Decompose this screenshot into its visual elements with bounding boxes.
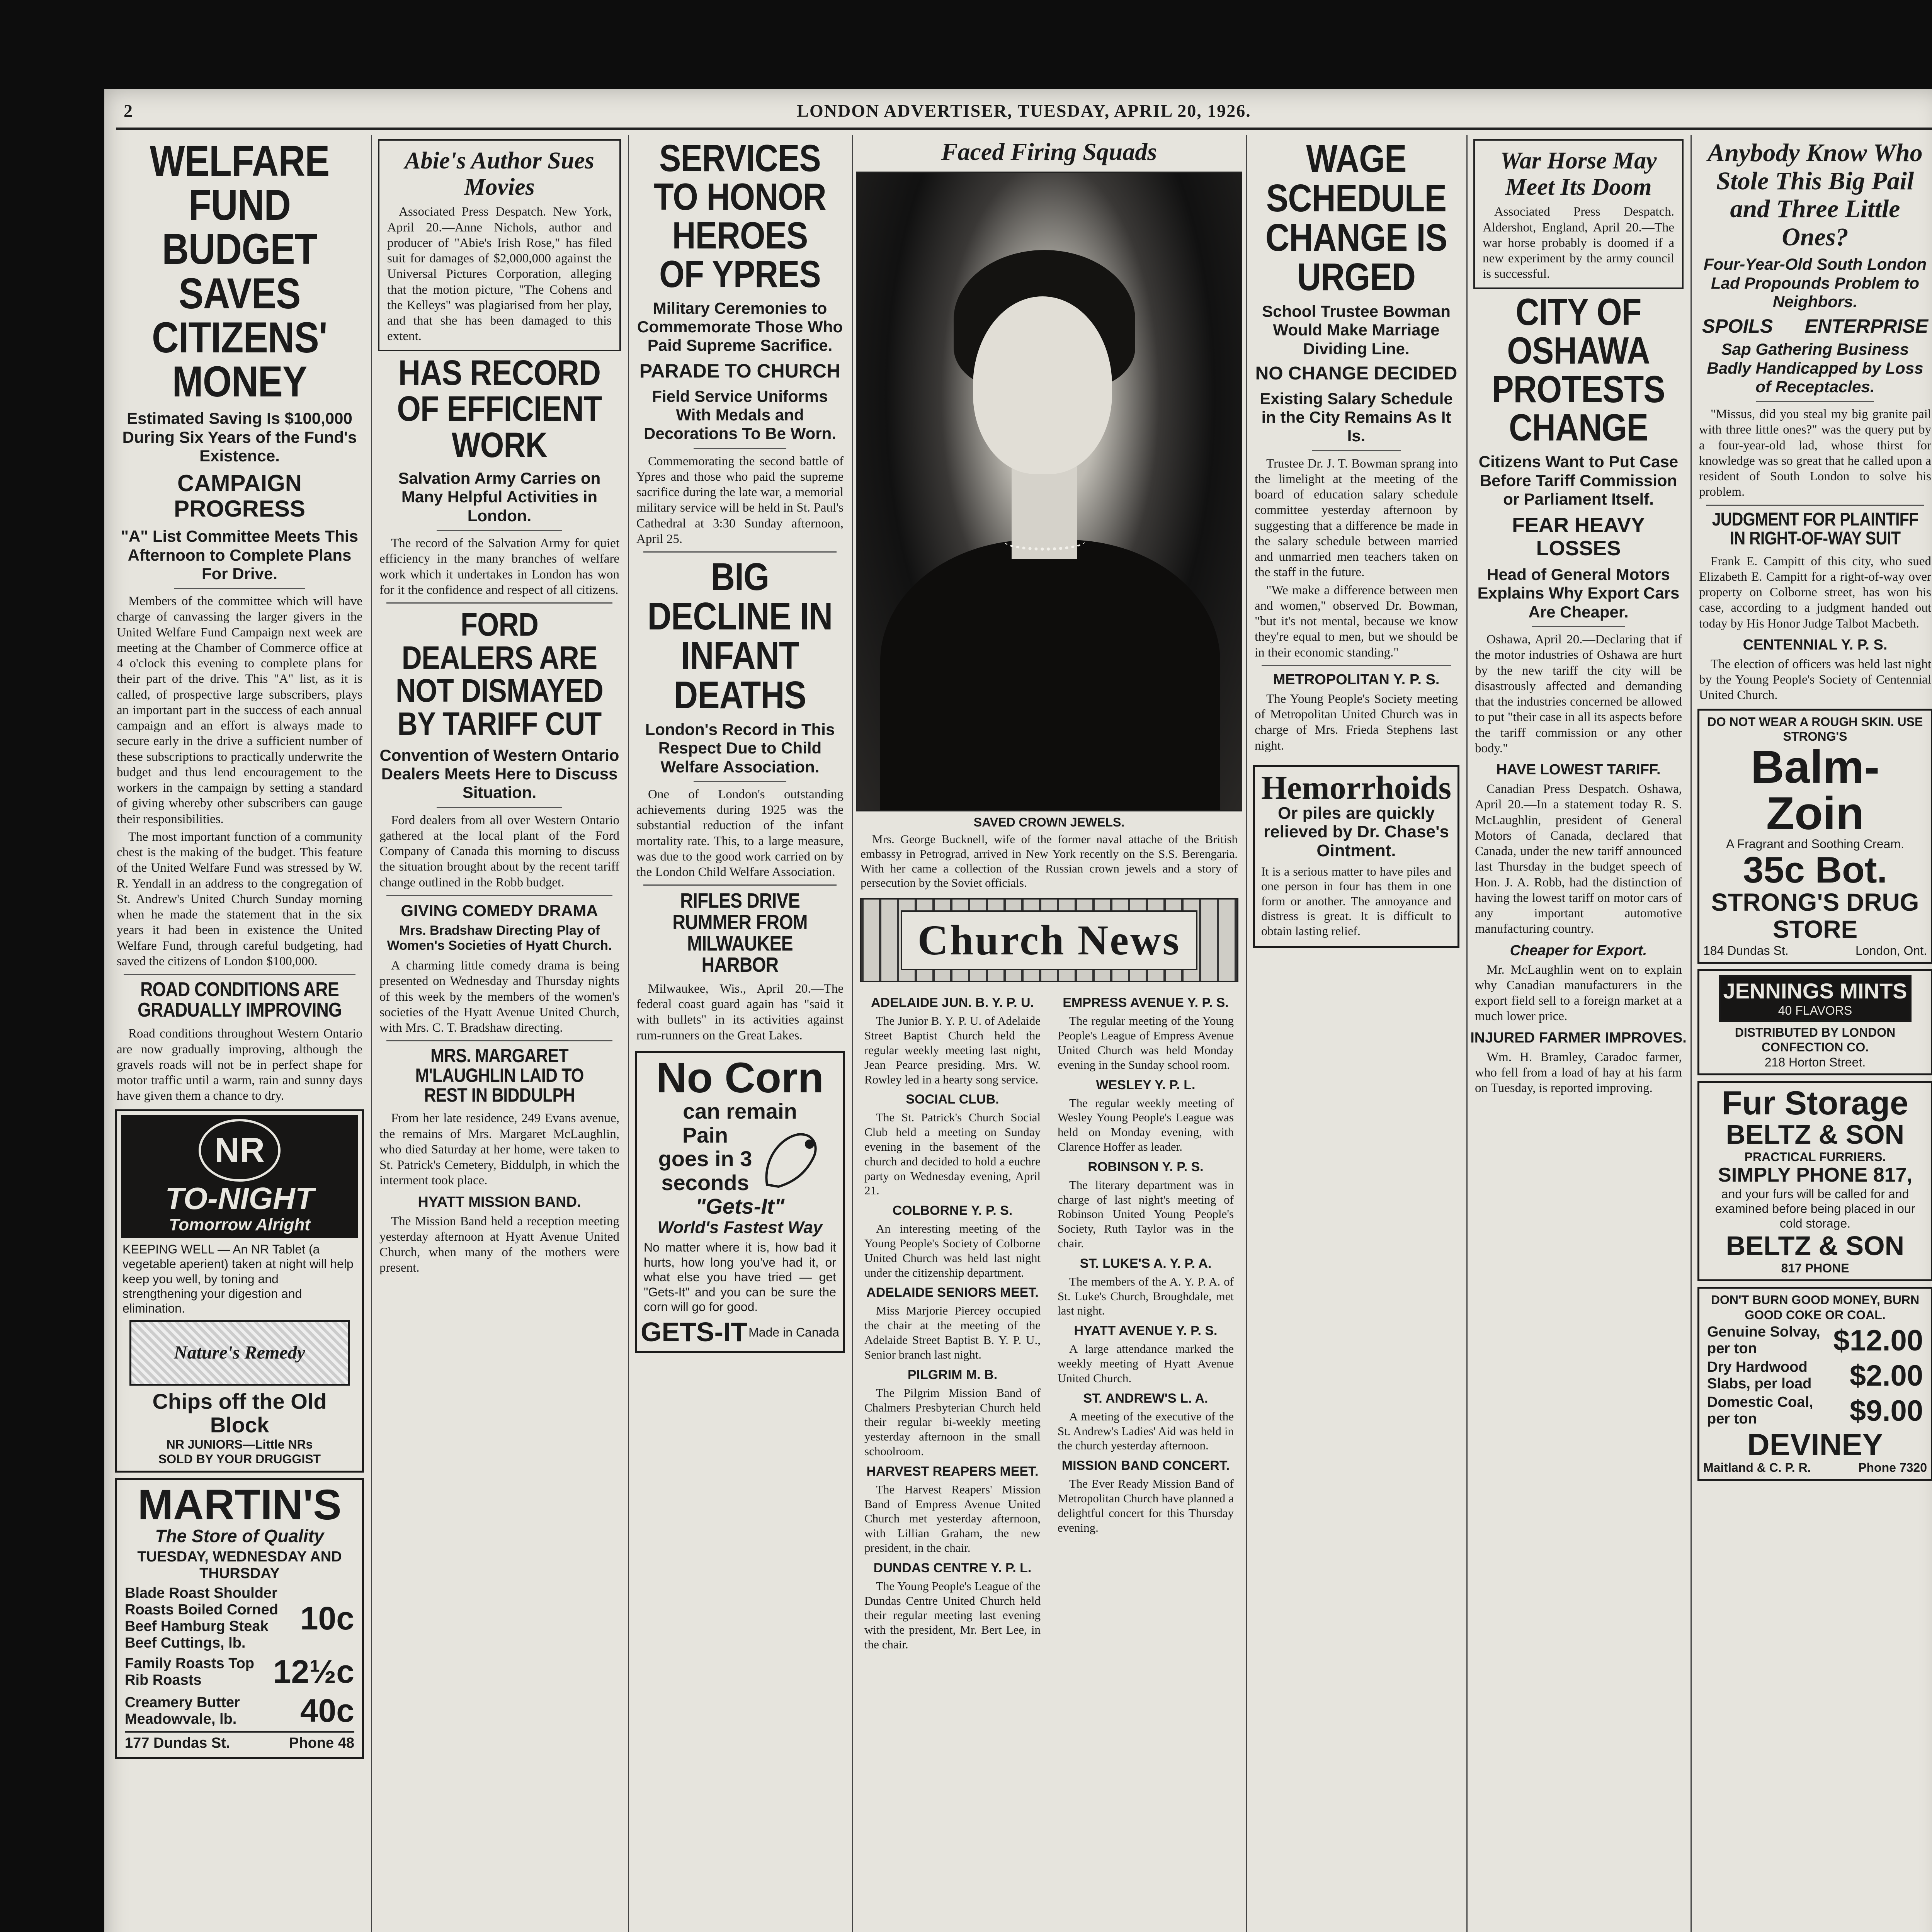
martins-items-3: Creamery Butter Meadowvale, lb.	[125, 1694, 240, 1727]
mclaughlin-body: From her late residence, 249 Evans avenue, the remains of Mrs. Margaret McLaughlin, who died Saturday at her home, were taken to St. Patrick's Cemetery, Biddulph, in which the interment took place.	[379, 1111, 619, 1188]
column-1	[112, 135, 367, 1932]
balm-warn: DO NOT WEAR A ROUGH SKIN. USE STRONG'S	[1707, 714, 1923, 743]
coal-addr: Maitland & C. P. R.	[1703, 1460, 1811, 1475]
column-rule	[852, 135, 853, 1932]
road-headline: ROAD CONDITIONS ARE GRADUALLY IMPROVING	[138, 978, 342, 1022]
gets-it-ad	[635, 1051, 845, 1353]
church-news-columns	[856, 990, 1242, 1654]
cn-head-13: MISSION BAND CONCERT.	[1061, 1458, 1230, 1473]
pail-body: "Missus, did you steal my big granite pail with three little ones?" was the query put by a four-year-old lad, whose thirst for knowledge was so great that he called upon a resident of South London to solve his problem.	[1699, 407, 1931, 499]
martins-row-1	[125, 1585, 354, 1651]
jennings-label	[1719, 975, 1912, 1022]
divider	[1706, 505, 1924, 506]
martins-footer	[125, 1731, 354, 1752]
martins-price-2: 12½c	[273, 1653, 354, 1690]
column-rule	[1466, 135, 1468, 1932]
martins-name: MARTIN'S	[138, 1481, 342, 1529]
abie-box	[378, 139, 621, 351]
martins-items-2: Family Roasts Top Rib Roasts	[125, 1655, 255, 1688]
martins-days: TUESDAY, WEDNESDAY AND THURSDAY	[137, 1549, 342, 1582]
corn-fastest: World's Fastest Way	[657, 1218, 823, 1237]
fur-body: and your furs will be called for and examined before being placed in our cold storage.	[1715, 1187, 1915, 1231]
record-headline: HAS RECORD OF EFFICIENT WORK	[397, 353, 602, 465]
drama-deck: Mrs. Bradshaw Directing Play of Women's Societies of Hyatt Church.	[387, 923, 612, 953]
faced-headline: Faced Firing Squads	[941, 138, 1157, 165]
decline-body: One of London's outstanding achievements during 1925 was the substantial reduction of the infant mortality rate. This, to a large measure, was due to the good work carried on by the London Child Welfare Association.	[636, 787, 844, 879]
martins-row-3	[125, 1692, 354, 1730]
wage-headline: WAGE SCHEDULE CHANGE IS URGED	[1265, 137, 1447, 299]
coal-row-0	[1707, 1324, 1923, 1357]
cn-head-11: HYATT AVENUE Y. P. S.	[1074, 1323, 1218, 1338]
rifles-body: Milwaukee, Wis., April 20.—The federal coast guard again has "said it with bullets" in its activities against rum-runners on the Great Lakes.	[636, 981, 844, 1043]
photo-face	[973, 296, 1112, 474]
welfare-body: Members of the committee which will have charge of canvassing the larger givers in the United Welfare Fund Campaign next week are meeting at the Chamber of Commerce office at 4 o'clock this evening to complete plans for their part of the drive. This "A" list, as it is called, of prospective large subscribers, plays an important part in the success of each annual campaign and an effort is always made to secure early in the drive a sufficient number of these subscriptions to practically underwrite the budget and thus lend encouragement to the workers in the campaign by setting a standard of giving whereby other subscribers can gauge their responsibilities.	[117, 594, 362, 826]
pail-deck: Four-Year-Old South London Lad Propounds Problem to Neighbors.	[1703, 255, 1927, 311]
corn-pain-row	[641, 1123, 839, 1194]
nr-tonight-ad	[115, 1109, 364, 1473]
fur-head: Fur Storage	[1722, 1085, 1908, 1122]
cn-head-3: ADELAIDE SENIORS MEET.	[866, 1285, 1039, 1300]
road-body: Road conditions throughout Western Ontario are now gradually improving, although the gravels roads will not be in perfect shape for motor traffic until a warm, rain and sunny days have given them a chance to dry.	[117, 1027, 362, 1103]
column-rule	[371, 135, 372, 1932]
balm-sub: A Fragrant and Soothing Cream.	[1726, 837, 1904, 851]
column-rule	[628, 135, 629, 1932]
tariff-headline: HAVE LOWEST TARIFF.	[1496, 762, 1661, 778]
divider	[643, 884, 837, 886]
cn-body-13: The Ever Ready Mission Band of Metropolitan Church have planned a delightful concert for this Thursday evening.	[1058, 1477, 1234, 1534]
fur-firm: BELTZ & SON	[1726, 1119, 1905, 1150]
ford-body: Ford dealers from all over Western Ontario gathered at the local plant of the Ford Company of Canada this morning to discuss the situation brought about by the recent tariff change outlined in the Robb budget.	[379, 813, 619, 889]
divider	[437, 807, 562, 808]
cn-body-7: The regular meeting of the Young People's League of Empress Avenue United Church was held Monday evening in the Sunday school room.	[1058, 1014, 1234, 1071]
judgment-body: Frank E. Campitt of this city, who sued Elizabeth E. Campitt for a right-of-way over property on Colborne street, has won his case, according to a judgment handed out today by His Honor Judge Talbot Macbeth.	[1699, 554, 1931, 631]
coal-label-2: Domestic Coal, per ton	[1707, 1394, 1813, 1427]
cn-head-5: HARVEST REAPERS MEET.	[866, 1464, 1039, 1479]
balm-addr: 184 Dundas St.	[1703, 943, 1789, 957]
jennings-by: DISTRIBUTED BY LONDON CONFECTION CO.	[1735, 1025, 1896, 1054]
deviney-coal-ad	[1697, 1287, 1932, 1481]
coal-row-2	[1707, 1394, 1923, 1428]
injured-headline: INJURED FARMER IMPROVES.	[1470, 1029, 1687, 1046]
cheaper-headline: Cheaper for Export.	[1510, 942, 1647, 959]
corn-brand: GETS-IT	[641, 1317, 748, 1347]
cn-body-1: The St. Patrick's Church Social Club held a meeting on Sunday evening in the basement of the church and decided to hold a euchre party on Wednesday evening, April 21.	[864, 1111, 1041, 1197]
coal-firm: DEVINEY	[1747, 1427, 1883, 1462]
cn-head-4: PILGRIM M. B.	[907, 1367, 998, 1382]
wage-body: Trustee Dr. J. T. Bowman sprang into the limelight at the meeting of the board of education salary schedule committee yesterday afternoon by suggesting that a difference be made in the salary schedule between married and unmarried men teachers taken on the staff in the future.	[1255, 456, 1458, 580]
nr-tin-image: Nature's Remedy	[129, 1320, 350, 1386]
welfare-deck: Estimated Saving Is $100,000 During Six Years of the Fund's Existence.	[122, 409, 357, 465]
cn-head-0: ADELAIDE JUN. B. Y. P. U.	[871, 995, 1034, 1010]
oshawa-deck: Citizens Want to Put Case Before Tariff Commission or Parliament Itself.	[1478, 452, 1679, 509]
divider	[386, 1040, 612, 1041]
welfare-headline: WELFARE FUND BUDGET SAVES CITIZENS' MONEY	[150, 137, 330, 406]
metro-body: The Young People's Society meeting of Metropolitan United Church was in charge of Mrs. Frieda Stephens last night.	[1255, 692, 1458, 753]
coal-row-1	[1707, 1359, 1923, 1393]
cn-body-6: The Young People's League of the Dundas Centre United Church held their regular meeting last evening with the president, Mr. Bert Lee, in the chair.	[864, 1579, 1041, 1651]
cn-body-0: The Junior B. Y. P. U. of Adelaide Street Baptist Church held the regular weekly meeting last night, Jean Pearce presiding. Mrs. W. Rowley led in a hearty song service.	[864, 1014, 1041, 1086]
cn-head-1: SOCIAL CLUB.	[906, 1092, 999, 1107]
divider	[1312, 450, 1401, 451]
coal-label-1: Dry Hardwood Slabs, per load	[1707, 1359, 1812, 1392]
fur-sub: PRACTICAL FURRIERS.	[1744, 1150, 1886, 1164]
martins-phone: Phone 48	[289, 1735, 354, 1752]
nr-juniors: NR JUNIORS—Little NRs	[166, 1437, 313, 1452]
judgment-headline: JUDGMENT FOR PLAINTIFF IN RIGHT-OF-WAY SUIT	[1712, 509, 1918, 549]
hem-sub: Or piles are quickly relieved by Dr. Chase's Ointment.	[1263, 803, 1449, 860]
divider	[386, 602, 612, 604]
cn-head-12: ST. ANDREW'S L. A.	[1083, 1391, 1208, 1406]
oshawa-body: Oshawa, April 20.—Declaring that if the motor industries of Oshawa are hurt by the new tariff the city will be disastrously affected and demanding that the industries concerned be allowed to put "their case in all its aspects before the tariff commission or any other body."	[1475, 633, 1682, 755]
coal-price-1: $2.00	[1849, 1359, 1923, 1392]
nr-logo: NR	[199, 1119, 281, 1182]
martins-address: 177 Dundas St.	[125, 1735, 230, 1752]
cn-body-9: The literary department was in charge of last night's meeting of Robinson United Young People's Society, Ruth Taylor was in the chair.	[1058, 1178, 1234, 1250]
church-news-col-1	[860, 990, 1045, 1654]
hem-head: Hemorrhoids	[1261, 769, 1452, 806]
coal-price-0: $12.00	[1833, 1324, 1923, 1357]
corn-sub: can remain	[683, 1099, 797, 1123]
coal-label-0: Genuine Solvay, per ton	[1707, 1324, 1820, 1357]
coal-price-2: $9.00	[1849, 1394, 1923, 1427]
ypres-headline: SERVICES TO HONOR HEROES OF YPRES	[654, 137, 826, 295]
ypres-deck-2: Field Service Uniforms With Medals and Decorations To Be Worn.	[644, 387, 836, 443]
masthead-title: LONDON ADVERTISER, TUESDAY, APRIL 20, 1926.	[797, 101, 1251, 121]
metro-headline: METROPOLITAN Y. P. S.	[1273, 671, 1440, 688]
ypres-body: Commemorating the second battle of Ypres and those who paid the supreme sacrifice during the late war, a memorial military service will be held in St. Paul's Cathedral at 3:30 Sunday afternoon, April 25.	[636, 454, 844, 546]
corn-body: No matter where it is, how bad it hurts, how long you've had it, or what else you have tried — get "Gets-It" and you can be sure the corn will go for good.	[644, 1240, 836, 1314]
tariff-body: Canadian Press Despatch. Oshawa, April 20.—In a statement today R. S. McLaughlin, president of General Motors of Canada, declared that Canada, under the new tariff announced last Thursday in the budget speech of Hon. J. A. Robb, had the distinction of having the lowest tariff on motor cars of any important automotive manufacturing country.	[1475, 782, 1682, 936]
cheaper-body: Mr. McLaughlin went on to explain why Canadian manufacturers in the export field sell to a foreign market at a much lower price.	[1475, 963, 1682, 1024]
wage-no-change: NO CHANGE DECIDED	[1255, 363, 1458, 384]
balm-name: Balm-Zoin	[1750, 741, 1880, 840]
rifles-headline: RIFLES DRIVE RUMMER FROM MILWAUKEE HARBOR	[672, 889, 808, 976]
campaign-subhead: CAMPAIGN PROGRESS	[173, 470, 306, 522]
ford-deck: Convention of Western Ontario Dealers Meets Here to Discuss Situation.	[379, 746, 619, 802]
cn-head-8: WESLEY Y. P. L.	[1096, 1077, 1196, 1092]
welfare-body-2: The most important function of a community chest is the making of the budget. This feature of the United Welfare Fund was stressed by W. R. Yendall in an address to the congregation of St. Andrew's United Church Sunday morning when he made the statement that in the six years it had been in existence the United Welfare Fund, through careful budgeting, had saved the citizens of London $100,000.	[117, 830, 362, 968]
jennings-flavors: 40 FLAVORS	[1778, 1003, 1852, 1017]
nr-banner	[121, 1115, 358, 1238]
ypres-parade: PARADE TO CHURCH	[639, 360, 841, 382]
coal-footer	[1703, 1460, 1927, 1475]
photo-caption-head: SAVED CROWN JEWELS.	[973, 815, 1125, 829]
martins-ad	[115, 1478, 364, 1759]
balm-footer	[1703, 943, 1927, 958]
martins-price-1: 10c	[300, 1600, 354, 1636]
foot-icon	[755, 1123, 825, 1194]
record-deck: Salvation Army Carries on Many Helpful Activities in London.	[398, 469, 601, 525]
jennings-name: JENNINGS MINTS	[1723, 978, 1907, 1003]
pail-kicker-row	[1702, 316, 1928, 337]
war-horse-body: Associated Press Despatch. Aldershot, England, April 20.—The war horse probably is doomed if a new experiment by the army council is successful.	[1483, 205, 1674, 281]
abie-headline: Abie's Author Sues Movies	[405, 148, 594, 201]
fur-phone-2: 817 PHONE	[1781, 1261, 1849, 1275]
injured-body: Wm. H. Bramley, Caradoc farmer, who fell from a load of hay at his farm on Tuesday, is reported improving.	[1475, 1050, 1682, 1095]
corn-footer	[641, 1317, 839, 1347]
drama-headline: GIVING COMEDY DRAMA	[401, 901, 598, 920]
ford-headline: FORD DEALERS ARE NOT DISMAYED BY TARIFF CUT	[396, 606, 603, 742]
column-7	[1694, 135, 1932, 1932]
divider	[1532, 626, 1625, 627]
nr-tonight: TO-NIGHT	[165, 1181, 314, 1216]
column-3	[632, 135, 848, 1932]
hyatt-band-body: The Mission Band held a reception meeting yesterday afternoon at Hyatt Avenue United Church, when many of the mothers were present.	[379, 1214, 619, 1275]
oshawa-headline: CITY OF OSHAWA PROTESTS CHANGE	[1492, 290, 1665, 449]
masthead-rule	[116, 128, 1932, 130]
corn-pain: Pain goes in 3 seconds	[658, 1122, 752, 1195]
column-4	[856, 135, 1242, 1932]
divider	[694, 781, 786, 782]
masthead	[104, 100, 1932, 124]
wage-deck: School Trustee Bowman Would Make Marriage Dividing Line.	[1262, 302, 1451, 358]
page-number: 2	[124, 101, 133, 121]
corn-gets-it: "Gets-It"	[695, 1194, 785, 1219]
coal-head: DON'T BURN GOOD MONEY, BURN GOOD COKE OR COAL.	[1711, 1293, 1920, 1322]
column-2	[375, 135, 624, 1932]
cn-head-7: EMPRESS AVENUE Y. P. S.	[1063, 995, 1229, 1010]
martins-row-2	[125, 1653, 354, 1690]
cn-body-3: Miss Marjorie Piercey occupied the chair at the meeting of the Adelaide Street Baptist B. Y. P. U., Senior branch last night.	[864, 1304, 1041, 1361]
cn-body-10: The members of the A. Y. P. A. of St. Luke's Church, Broughdale, met last night.	[1058, 1274, 1234, 1318]
divider	[1756, 401, 1874, 402]
cn-body-11: A large attendance marked the weekly meeting of Hyatt Avenue United Church.	[1058, 1342, 1234, 1385]
hem-body: It is a serious matter to have piles and one person in four has them in one form or another. The annoyance and distress is great. It is difficult to obtain lasting relief.	[1261, 864, 1451, 938]
cn-head-9: ROBINSON Y. P. S.	[1088, 1159, 1204, 1174]
divider	[124, 974, 355, 975]
cn-body-8: The regular weekly meeting of Wesley Young People's League was held on Monday evening, with Clarence Hoffer as leader.	[1058, 1096, 1234, 1153]
column-rule	[1690, 135, 1692, 1932]
coal-phone: Phone 7320	[1858, 1460, 1927, 1475]
oshawa-deck-2: Head of General Motors Explains Why Export Cars Are Cheaper.	[1477, 565, 1680, 621]
jennings-ad	[1697, 969, 1932, 1075]
pail-enterprise: ENTERPRISE	[1804, 315, 1928, 337]
divider	[643, 551, 837, 553]
record-body: The record of the Salvation Army for quiet efficiency in the many branches of welfare work which it undertakes in London has won for it the confidence and respect of all citizens.	[379, 536, 619, 597]
cn-body-5: The Harvest Reapers' Mission Band of Empress Avenue United Church met yesterday afternoon, with Lillian Graham, the new president, in the chair.	[864, 1482, 1041, 1554]
mclaughlin-headline: MRS. MARGARET M'LAUGHLIN LAID TO REST IN BIDDULPH	[415, 1045, 584, 1106]
wage-deck-2: Existing Salary Schedule in the City Remains As It Is.	[1260, 389, 1453, 445]
cn-body-4: The Pilgrim Mission Band of Chalmers Presbyterian Church held their regular bi-weekly meeting yesterday afternoon in the small schoolroom.	[864, 1386, 1041, 1458]
hemorrhoids-ad	[1253, 765, 1459, 948]
cn-head-10: ST. LUKE'S A. Y. P. A.	[1080, 1256, 1212, 1271]
jennings-addr: 218 Horton Street.	[1764, 1055, 1866, 1069]
photo-necklace	[1004, 532, 1085, 551]
nr-chips: Chips off the Old Block	[152, 1389, 327, 1437]
balm-zoin-ad	[1697, 709, 1932, 964]
decline-deck: London's Record in This Respect Due to Child Welfare Association.	[645, 720, 835, 776]
nr-keeping-well: KEEPING WELL — An NR Tablet (a vegetable aperient) taken at night will help keep you well, by toning and strengthening your digestion and elimination.	[122, 1242, 354, 1316]
wage-body-2: "We make a difference between men and women," observed Dr. Bowman, "but it's not mental, because we know they're equal to men, but we should be in their economic standing."	[1255, 583, 1458, 660]
hyatt-band-headline: HYATT MISSION BAND.	[418, 1194, 581, 1210]
divider	[386, 895, 612, 896]
martins-price-3: 40c	[300, 1692, 354, 1729]
welfare-deck-2: "A" List Committee Meets This Afternoon to Complete Plans For Drive.	[121, 527, 358, 583]
balm-city: London, Ont.	[1855, 943, 1927, 957]
church-news-banner	[860, 898, 1238, 982]
photo-caption: Mrs. George Bucknell, wife of the former naval attache of the British embassy in Petrograd, arrived in New York recently on the S.S. Berengaria. With her came a collection of the Russian crown jewels and a story of persecution by the Soviet officials.	[861, 832, 1238, 890]
divider	[174, 588, 305, 589]
fur-phone: SIMPLY PHONE 817,	[1718, 1164, 1912, 1187]
ypres-deck: Military Ceremonies to Commemorate Those Who Paid Supreme Sacrifice.	[637, 299, 843, 355]
portrait-photo	[856, 172, 1242, 811]
fur-firm-2: BELTZ & SON	[1726, 1230, 1905, 1261]
column-rule	[1246, 135, 1247, 1932]
photo-shoulders	[880, 540, 1220, 810]
church-news-col-2	[1053, 990, 1238, 1654]
divider	[1262, 665, 1451, 666]
pail-headline: Anybody Know Who Stole This Big Pail and Three Little Ones?	[1708, 139, 1923, 251]
cn-body-12: A meeting of the executive of the St. Andrew's Ladies' Aid was held in the church yesterday afternoon.	[1058, 1409, 1234, 1452]
column-6	[1470, 135, 1687, 1932]
drama-body: A charming little comedy drama is being presented on Wednesday and Thursday nights of this week by the members of the women's societies of the Hyatt Avenue United Church, with Mrs. C. T. Bradshaw directing.	[379, 959, 619, 1035]
cn-head-6: DUNDAS CENTRE Y. P. L.	[873, 1560, 1032, 1575]
corn-made: Made in Canada	[748, 1325, 839, 1339]
centennial-body: The election of officers was held last night by the Young People's Society of Centennial United Church.	[1699, 657, 1931, 702]
newspaper-page	[104, 89, 1932, 1932]
centennial-headline: CENTENNIAL Y. P. S.	[1743, 636, 1888, 653]
fur-storage-ad	[1697, 1081, 1932, 1281]
martins-tagline: The Store of Quality	[155, 1526, 324, 1546]
divider	[437, 530, 562, 531]
oshawa-fear: FEAR HEAVY LOSSES	[1512, 514, 1645, 560]
nr-druggist: SOLD BY YOUR DRUGGIST	[158, 1452, 321, 1466]
corn-head: No Corn	[656, 1054, 824, 1102]
pail-deck-2: Sap Gathering Business Badly Handicapped by Loss of Receptacles.	[1707, 340, 1923, 396]
pail-spoils: SPOILS	[1702, 315, 1773, 337]
divider	[694, 448, 786, 449]
balm-store: STRONG'S DRUG STORE	[1711, 888, 1919, 944]
abie-body: Associated Press Despatch. New York, April 20.—Anne Nichols, author and producer of "Abie's Irish Rose," has filed suit for damages of $2,000,000 against the Universal Pictures Corporation, alleging that the motion picture, "The Cohens and the Kelleys" was plagiarised from her play, and that she has been damaged to this extent.	[387, 205, 612, 344]
martins-items-1: Blade Roast Shoulder Roasts Boiled Corned Beef Hamburg Steak Beef Cuttings, lb.	[125, 1585, 278, 1651]
church-news-title: Church News	[901, 910, 1198, 970]
nr-tomorrow: Tomorrow Alright	[169, 1215, 310, 1234]
war-horse-box	[1473, 139, 1684, 289]
cn-body-2: An interesting meeting of the Young People's Society of Colborne United Church was held last night under the citizenship department.	[864, 1222, 1041, 1279]
balm-price: 35c Bot.	[1743, 849, 1888, 891]
decline-headline: BIG DECLINE IN INFANT DEATHS	[647, 555, 833, 717]
column-5	[1250, 135, 1463, 1932]
war-horse-headline: War Horse May Meet Its Doom	[1500, 148, 1657, 201]
cn-head-2: COLBORNE Y. P. S.	[892, 1203, 1013, 1218]
